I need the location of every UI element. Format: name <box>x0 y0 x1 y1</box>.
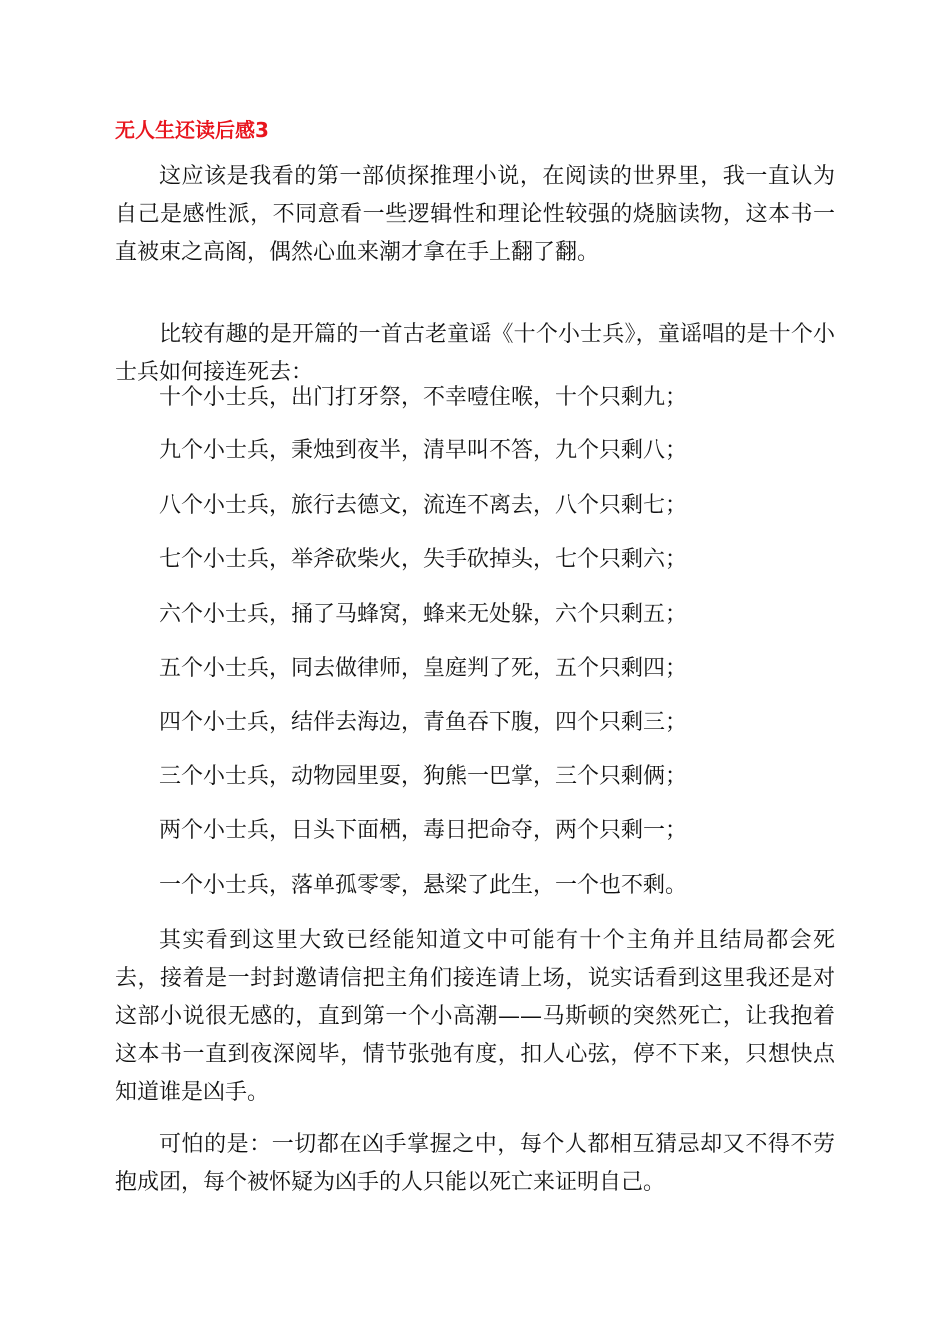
rhyme-line: 十个小士兵，出门打牙祭，不幸噎住喉，十个只剩九； <box>159 385 688 410</box>
rhyme-line: 七个小士兵，举斧砍柴火，失手砍掉头，七个只剩六； <box>159 547 688 572</box>
rhyme-line: 一个小士兵，落单孤零零，悬梁了此生，一个也不剩。 <box>159 873 688 898</box>
rhyme-line: 两个小士兵，日头下面栖，毒日把命夺，两个只剩一； <box>159 818 688 843</box>
rhyme-line: 三个小士兵，动物园里耍，狗熊一巴掌，三个只剩俩； <box>159 764 688 789</box>
paragraph-analysis: 其实看到这里大致已经能知道文中可能有十个主角并且结局都会死去，接着是一封封邀请信把主角们接连请上场，说实话看到这里我还是对这部小说很无感的，直到第一个小高潮——马斯顿的突然死亡，让我抱着这本书一直到夜深阅毕，情节张弛有度，扣人心弦，停不下来，只想快点知道谁是凶手。 <box>115 928 835 1105</box>
paragraph-conclusion: 可怕的是：一切都在凶手掌握之中，每个人都相互猜忌却又不得不劳抱成团，每个被怀疑为凶手的人只能以死亡来证明自己。 <box>115 1132 835 1195</box>
paragraph-rhyme-intro: 比较有趣的是开篇的一首古老童谣《十个小士兵》，童谣唱的是十个小士兵如何接连死去： <box>115 322 835 385</box>
rhyme-line: 八个小士兵，旅行去德文，流连不离去，八个只剩七； <box>159 493 688 518</box>
rhyme-line: 九个小士兵，秉烛到夜半，清早叫不答，九个只剩八； <box>159 438 688 463</box>
rhyme-line: 六个小士兵，捅了马蜂窝，蜂来无处躲，六个只剩五； <box>159 602 688 627</box>
rhyme-line: 四个小士兵，结伴去海边，青鱼吞下腹，四个只剩三； <box>159 710 688 735</box>
rhyme-line: 五个小士兵，同去做律师，皇庭判了死，五个只剩四； <box>159 656 688 681</box>
document-title: 无人生还读后感3 <box>115 118 269 142</box>
paragraph-intro: 这应该是我看的第一部侦探推理小说，在阅读的世界里，我一直认为自己是感性派，不同意看一些逻辑性和理论性较强的烧脑读物，这本书一直被束之高阁，偶然心血来潮才拿在手上翻了翻。 <box>115 164 835 265</box>
